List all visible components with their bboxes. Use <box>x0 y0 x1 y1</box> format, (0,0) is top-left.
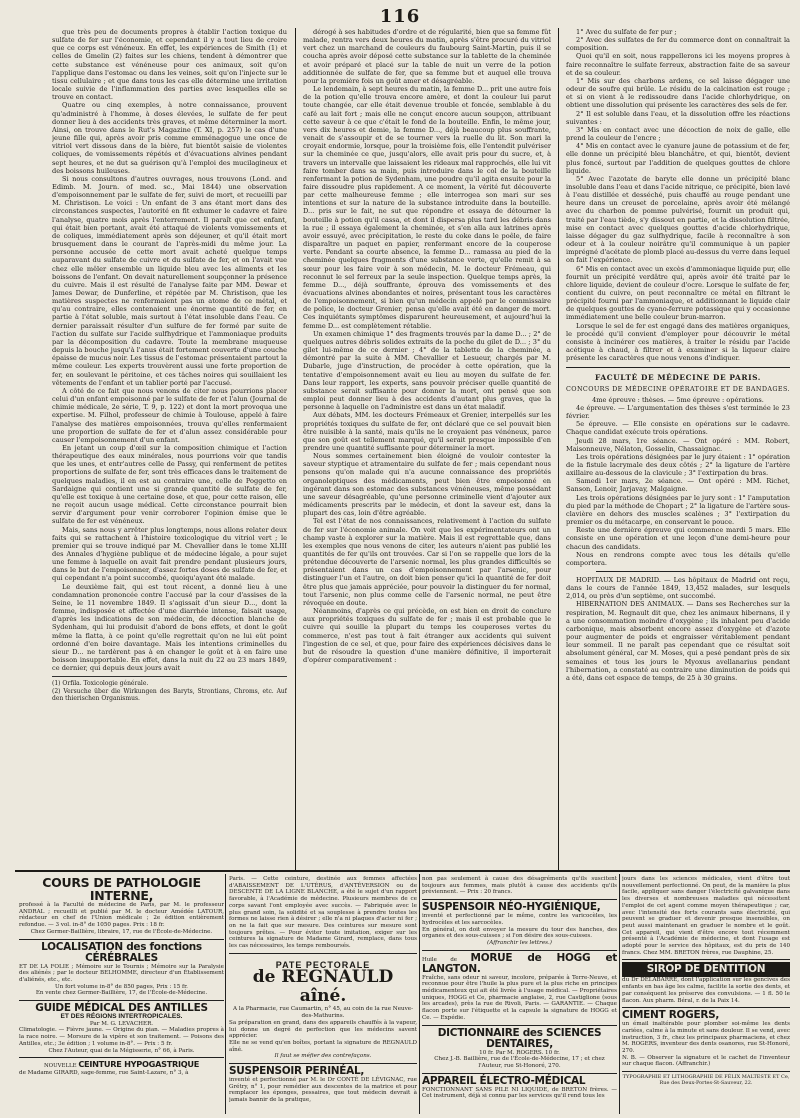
paragraph: Un examen chimique 1° des fragments trouvés par la dame D... ; 2° de quelques autres débris solides extraits de la poche du gilet de D... ; 3° du gilet lui-même de ce dernier ; 4° de la tablette de la cheminée, a démontré par la suite à MM. Chevallier et Lesueur, chargés par M. Dubarle, juge d'instruction, de procéder à cette opération, que la tentative d'empoisonnement avait eu lieu au moyen du sulfate de fer. Dans leur rapport, les experts, sans pouvoir préciser quelle quantité de substance serait suffisante pour donner la mort, ont pensé que son emploi peut donner lieu à des accidents d'autant plus graves, que la personne à laquelle on l'administre est dans un état maladif. <box>303 329 551 412</box>
paragraph: En jetant un coup d'œil sur la composition chimique et l'action thérapeutique des eaux minérales, nous pourrions voir que tandis que les unes, et entr'autres celle de Passy, qui renferment de petites proportions de sulfate de fer, sont très efficaces dans le traitement de quelques maladies, il en est au contraire une, celle de Poggetto en Sardaigne qui contient une si grande quantité de sulfate de fer, qu'elle est toxique à une certaine dose, et que, pour cette raison, elle ne reçoit aucun usage médical. Cette circonstance pourrait bien servir d'argument pour venir corroborer l'opinion émise que le sulfate de fer est vénéneux. <box>52 443 287 526</box>
ad-body: En général, on doit envoyer la mesure du tour des hanches, des organes et des sous-cuisses ; si l'on désire des sous-cuisses. <box>422 926 617 940</box>
ads-column-1 <box>19 874 224 1114</box>
ad-body: Climatologie. — Fièvre jaune. — Origine du pian. — Maladies propres à la race noire. — Morsure de la vipère et son traitement. — Poisons des Antilles, etc.; 3e édition ; 1 volume in-8°. — Prix : 5 fr. <box>19 1027 224 1047</box>
paragraph: 6° Mis en contact avec un excès d'ammoniaque liquide pur, elle fournit un précipité verdâtre qui, après avoir été traité par le chlore liquide, devient de couleur d'ocre. Lorsque le sulfate de fer, contient du cuivre, on peut reconnaître ce métal en filtrant le précipité fourni par l'ammoniaque, et additionnant le liquide clair de quelques gouttes de cyano-ferrure potassique qui y occasionne immédiatement une belle couleur brun-marron. <box>566 264 790 322</box>
ad-author: Par M. G. LEVACHER. <box>89 1020 154 1027</box>
ad-title: APPAREIL ÉLECTRO-MÉDICAL <box>422 1074 586 1087</box>
ad-suspensoir-perineal <box>229 1064 417 1107</box>
ad-title: CIMENT ROGERS, <box>622 1009 720 1022</box>
ad-dictionnaire <box>422 1026 617 1074</box>
ad-body: inventé et perfectionné par M. le Dr CONTÉ DE LÉVIGNAC, rue Grétry, n° 1, pour remédier aux descentes de la matrice et pour remplacer les éponges, pessaires, que tout médecin devrait à jamais bannir de la pratique, <box>229 1077 417 1104</box>
advertisements <box>15 874 790 1114</box>
paragraph: 4e épreuve. — L'argumentation des thèses s'est terminée le 23 février. <box>566 403 790 421</box>
ad-title: CEINTURE HYPOGASTRIQUE <box>78 1059 200 1070</box>
ad-localisation <box>19 940 224 1002</box>
paragraph: Lorsque le sel de fer est engagé dans des matières organiques, le procédé qu'il convient d'employer pour découvrir le métal consiste à incinérer ces matières, à traiter le résidu par l'acide acétique à chaud, à filtrer et à examiner si la liqueur claire présente les caractères que nous venons d'indiquer. <box>566 321 790 363</box>
ad-title: SIROP DE DENTITION <box>622 962 790 977</box>
paragraph: Tel est l'état de nos connaissances, relativement à l'action du sulfate de fer sur l'économie animale. On voit que les expérimentateurs ont un champ vaste à explorer sur la matière. Mais il est regrettable que, dans les exemples que nous venons de citer, les auteurs n'aient pas publié les quantités de fer qu'ils ont trouvées. Car si l'on se rappelle que lors de la prétendue découverte de l'arsenic normal, les plus grandes difficultés se présentaient dans un cas d'empoisonnement par l'arsenic, pour distinguer l'un et l'autre, on doit bien penser qu'ici la quantité de fer doit être plus que jamais appréciée, pour pouvoir la distinguer du fer normal, tout l'arsenic, non plus comme celle de l'arsenic normal, ne peut être révoquée en doute. <box>303 517 551 607</box>
paragraph: 1° Mis sur des charbons ardens, ce sel laisse dégager une odeur de soufre qui brûle. Le résidu de la calcination est rouge ; et si on vient à le redissoudre dans l'acide chlorhydrique, on obtient une dissolution qui présente les caractères des sels de fer. <box>566 76 790 110</box>
ad-pate-regnauld <box>229 954 417 1064</box>
paragraph: Le deuxième fait, qui est tout récent, a donné lieu à une condamnation prononcée contre l'accusé par la cour d'assises de la Seine, le 11 novembre 1849. Il s'agissait d'un sieur D..., dont la femme, indisposée et affectée d'une diarrhée intense, faisait usage, d'après les indications de son médecin, de décoction blanche de Sydenham, qui lui produisit d'abord de bons effets, et dont le goût même la flatta, à ce point qu'elle regrettait qu'on ne lui eût point ordonné d'en boire davantage. Mais les intentions criminelles du sieur D... ne tardèrent pas à en changer le goût et à en faire une boisson insupportable. En effet, dans la nuit du 22 au 23 mars 1849, ce dernier, qui depuis deux jours avait <box>52 582 287 673</box>
ad-note: (Affranchir les lettres.) <box>487 939 552 946</box>
ad-body: du Dr DELABARRE, dont l'application sur les gencives des enfants en bas âge les calme, facilite la sortie des dents, et par conséquent les préserve des convulsions. — 1 fl. 50 le flacon. Aux pharm. Béral, r. de la Paix 14. <box>622 977 790 1004</box>
ad-body: Il faut se méfier des contrefaçons. <box>274 1053 372 1060</box>
ad-title: SUSPENSOIR PERINÉAL, <box>229 1065 365 1078</box>
paragraph: Les trois opérations désignées par le jury sont : 1° l'amputation du pied par la méthode de Chopart ; 2° la ligature de l'artère sous-clavière en dehors des muscles scalènes ; 3° l'extirpation du premier os du métacarpe, en conservant le pouce. <box>566 493 790 527</box>
paragraph: Nous sommes certainement bien éloigné de vouloir contester la saveur styptique et atramentaire du sulfate de fer ; mais cependant nous pensons qu'on malade qui n'a aucune connaissance des propriétés organoleptiques des médicaments, peut bien être empoisonné en ingérant dans son estomac des substances vénéneuses, même possédant une saveur désagréable, qu'une personne criminelle vient d'ajouter aux médicaments prescrits par le médecin, et dont la saveur est, dans la plupart des cas, loin d'être agréable. <box>303 452 551 518</box>
ad-body: 10 fr. Par M. ROGERS. 10 fr. <box>479 1049 560 1056</box>
ad-title: SUSPENSOIR NÉO-HYGIÉNIQUE, <box>422 901 601 914</box>
ad-body: Chez J.-B. Baillière, rue de l'École-de-Médecine, 17 ; et chez l'Auteur, rue St-Honoré, 270. <box>434 1056 605 1069</box>
section-title: FACULTÉ DE MÉDECINE DE PARIS. <box>595 373 761 383</box>
paragraph: Quatre ou cinq exemples, à notre connaissance, prouvent qu'administré à l'homme, à doses élevées, le sulfate de fer peut donner lieu à des accidents très graves, et même déterminer la mort. Ainsi, on trouve dans le Rut's Magazine (T. XI, p. 257) le cas d'une jeune fille qui, après avoir pris comme emménagogue une once de vitriol vert dissous dans de la bière, fut bientôt saisie de violentes coliques, de vomissements répétés et d'évacuations alvines pendant sept heures, et ne dut sa guérison qu'à l'emploi des mucilagineux et des boissons huileuses. <box>52 101 287 175</box>
column-divider <box>558 28 559 870</box>
ad-body: Chez Germer-Baillière, libraire, 17, rue de l'École-de-Médecine. <box>30 928 213 935</box>
ads-top-rule <box>15 870 790 872</box>
ad-body: Un fort volume in-8° de 850 pages. Prix : 15 fr. <box>55 983 188 990</box>
paragraph: Mais, sans nous y arrêter plus longtemps, nous allons relater deux faits qui se rattachent à l'histoire toxicologique du vitriol vert ; le premier qui se trouve indiqué par M. Chevallier dans le tome XLIII des Annales d'hygiène publique et de médecine légale, a pour sujet une femme à laquelle on avait fait prendre pendant plusieurs jours, dans le but de l'empoisonner, d'assez fortes doses de sulfate de fer, et qui cependant n'a point succombé, quoiqu'ayant été malade. <box>52 525 287 583</box>
paragraph: 5° Avec l'azotate de baryte elle donne un précipité blanc insoluble dans l'eau et dans l'acide nitrique, ce précipité, bien lavé à l'eau distillée et desséché, puis chauffé au rouge pendant une heure dans un creuset de porcelaine, après avoir été mélangé avec du charbon de pomme pulvérisé, fournit un produit qui, traité par l'eau tiède, s'y dissout en partie, et la dissolution filtrée, mise en contact avec quelques gouttes d'acide chlorhydrique, laisse dégager du gaz sulfhydrique, facile à reconnaître à son odeur et à la couleur noirâtre qu'il communique à un papier imprégné d'acétate de plomb placé au-dessus du verre dans lequel on fait l'expérience. <box>566 174 790 265</box>
ad-body: Elle ne se vend qu'en boîtes, portant la signature de REGNAULD aîné. <box>229 1039 417 1053</box>
paragraph: Les trois opérations désignées par le jury étaient : 1° opération de la fistule lacrymale des deux côtés ; 2° la ligature de l'artère axillaire au-dessous de la clavicule ; 3° l'extirpation du bras. <box>566 452 790 478</box>
paragraph: Reste une dernière épreuve qui commence mardi 5 mars. Elle consiste en une opération et une leçon d'une demi-heure pour chacun des candidats. <box>566 526 790 551</box>
imprint <box>622 1072 790 1089</box>
column-3 <box>566 28 790 870</box>
ad-body: Chez l'Auteur, quai de la Mégisserie, n° 66, à Paris. <box>48 1047 195 1054</box>
ad-body: Paris. — Cette ceinture, destinée aux femmes affectées d'ABAISSEMENT DE L'UTÉRUS, d'ANTÉVERSION ou de DESCENTE DE LA LIGNE BLANCHE, a été le sujet d'un rapport favorable, à l'Académie de médecine. Plusieurs membres de ce corps savant l'ont employée avec succès. — Fabriquée avec le plus grand soin, la solidité et sa souplesse à prendre toutes les formes ne laisse rien à désirer ; elle n'a ni plaques d'acier ni fer ; on ne la fait que sur mesure. Des ceintures sur mesure sont toujours prêtes. — Pour éviter toute imitation, exiger sur les ceintures la signature de Madame Girard, remplace, dans tous les cas nécessaires, les temps remboursés. <box>229 876 417 950</box>
ad-morue <box>422 951 617 1026</box>
ads-column-3 <box>422 874 617 1114</box>
ads-column-4 <box>622 874 790 1114</box>
ad-body: Fraîche, sans odeur ni saveur, incolore, préparée à Terre-Neuve, et reconnue pour être l'huile la plus pure et la plus riche en principes médicamenteux qui ait été livrée à l'usage médical. — Propriétaires uniques, HOGG et Ce, pharmacie anglaise, 2, rue Castiglione (sous les arcades), près la rue de Rivoli, Paris. — GARANTIE. — Chaque flacon porte sur l'étiquette et la capsule la signature de HOGG et Ce. — Expédie. <box>422 974 617 1021</box>
ad-title: de REGNAULD aîné. <box>252 967 394 1007</box>
paragraph: Si nous consultons d'autres ouvrages, nous trouvons (Lond. and Edimb. M. Journ. of med. sc., Mai 1844) une observation d'empoisonnement par le sulfate de fer, suivi de mort, et recueilli par M. Christison. Le voici : Un enfant de 3 ans étant mort dans des circonstances suspectes, l'autorité en fit exhumer le cadavre et faire l'analyse, quatre mois après l'enterrement. Il paraît que cet enfant, qui était bien portant, avait été attaqué de violents vomissements et de coliques, immédiatement après son déjeuner, et qu'il était mort brusquement dans le courant de l'après-midi du même jour. La personne accusée de cette mort avait acheté quelque temps auparavant du sulfate de cuivre et du sulfate de fer, et on l'avait vue chez elle mêler ensemble un liquide bleu avec les aliments et les boissons de l'enfant. On devait naturellement soupçonner la présence du cuivre. Mais il est résulté de l'analyse faite par MM. Dewar et James Dewar, de Dunferline, et répétée par M. Christison, que les matières suspectes ne renfermaient pas un atome de ce métal, et qu'au contraire, elles contenaient une énorme quantité de fer, en partie à l'état soluble, mais surtout à l'état insoluble dans l'eau. Ce dernier paraissait résulter d'un sulfure de fer formé par suite de l'action du sulfate sur l'acide sulfhydrique et l'ammoniaque produits par la décomposition du cadavre. Toute la membrane muqueuse depuis la bouche jusqu'à l'anus était fortement couverte d'une couche épaisse de mucus noir. Les tissus de l'estomac présentaient partout la même couleur. Les experts trouvèrent aussi une forte proportion de fer, en soulevant le péritoine, et ces tâches noires qui souillaient les vêtements de l'enfant et un tablier porté par l'accusé. <box>52 174 287 387</box>
paragraph: HIBERNATION DES ANIMAUX. — Dans ses Recherches sur la respiration, M. Regnault dit que, chez les animaux hibernans, il y a une consommation moindre d'oxygène ; ils inhalent peu d'acide carbonique, mais absorbent encore assez d'oxygène et d'azote pour augmenter de poids et engraisser véritablement pendant leur sommeil. Il ne paraît pas cependant que ce résultat soit absolument général, car M. Moses, qui a pesé pendant près de six semaines et tous les jours le Myoxus avellanarius pendant l'hibernation, a constaté au contraire une diminution de poids qui a été, dans cet espace de temps, de 25 à 30 grains. <box>566 600 790 682</box>
ad-ceinture <box>19 1058 224 1079</box>
column-2 <box>303 28 551 870</box>
ad-body: de Madame GIRARD, sage-femme, rue Saint-Lazare, n° 3, à <box>19 1069 189 1076</box>
paragraph: Le lendemain, à sept heures du matin, la femme D... prit une autre fois de la potion qu'elle trouva encore amère, et dont la couleur lui parut toute changée, car elle était devenue trouble et foncée, semblable à du café au lait fort ; mais elle ne conçut encore aucun soupçon, attribuant cette saveur à ce que c'était le fond de la bouteille. Enfin, le même jour, vers dix heures et demie, la femme D..., déjà beaucoup plus souffrante, venait de s'assoupir et de se tourner vers la ruelle du lit. Son mari la croyait endormie, lorsque, pour la troisième fois, elle l'entendit pulvériser sur la cheminée ce que, jusqu'alors, elle avait pris pour du sucre, et, à travers un intervalle que laissaient les rideaux mal rapprochés, elle lui vit faire tomber dans sa main, puis introduire dans le col de la bouteille renfermant la potion de Sydenham, une poudre qu'il agita ensuite pour la faire dissoudre plus rapidement. A ce moment, la vérité fut découverte par cette malheureuse femme ; elle interrogea son mari sur ses intentions et sur la nature de la substance introduite dans la bouteille. D... pris sur le fait, ne sut que répondre et essaya de détourner la bouteille à potion qu'il cassa, et dont il dispersa plus tard les débris dans la rue ; il essaya également la cheminée, et s'en alla aux latrines après avoir essuyé, avec précipitation, le reste du coke dans le poêle, de faire disparaître un paquet en papier, renfermant encore de la couperose verte. Pendant sa courte absence, la femme D... ramassa au pied de la cheminée quelques fragments d'une substance verte, qu'elle remit à sa sœur pour les faire voir à son médecin, M. le docteur Frémeau, qui reconnut le sel ferreux par la seule inspection. Quelque temps après, la femme D..., déjà souffrante, éprouva des vomissements et des évacuations alvines abondantes et noires, présentant tous les caractères de l'empoisonnement, si bien qu'un médecin appelé par le commissaire de police, le docteur Grenier, pensa qu'elle avait été en danger de mort. Ces inquiétants symptômes disparurent heureusement, et aujourd'hui la femme D... est complètement rétablie. <box>303 85 551 330</box>
paragraph: 2° Il est soluble dans l'eau, et la dissolution offre les réactions suivantes : <box>566 109 790 126</box>
ads-column-2 <box>229 874 417 1114</box>
ad-body: N. B. — Observer la signature et le cachet de l'inventeur sur chaque flacon. (Affranchir.) <box>622 1054 790 1068</box>
paragraph: Aux débats, MM. les docteurs Frémeaux et Grenier, interpellés sur les propriétés toxiques du sulfate de fer, ont déclaré que ce sel pouvait bien être nuisible à la santé, mais qu'ils ne le croyaient pas vénéneux, parce que son goût est tellement marqué, qu'il serait presque impossible d'en prendre une quantité suffisante pour déterminer la mort. <box>303 411 551 452</box>
ad-body: FONCTIONNANT SANS PILE NI LIQUIDE, de BRETON frères. — Cet instrument, déjà si connu par les services qu'il rend tous les <box>422 1086 617 1100</box>
ad-sirop <box>622 960 790 1008</box>
ad-guide-antilles <box>19 1001 224 1058</box>
ad-prefix: NOUVELLE <box>43 1063 77 1070</box>
ad-body: Sa préparation en grand, dans des appareils chauffés à la vapeur, lui donne un degré de perfection que les médecins savent apprécier. <box>229 1019 417 1040</box>
ad-title: DICTIONNAIRE des SCIENCES DENTAIRES, <box>437 1026 602 1050</box>
ad-body: ET DE LA FOLIE ; Mémoire sur le Tournis ; Mémoire sur la Paralysie des aliénés ; par le docteur BELHOMME, directeur d'un Établissement d'aliénés, etc., etc. <box>19 963 224 983</box>
footnote: (1) Orfila. Toxicologie générale. <box>52 680 149 688</box>
ad-suspensoir-cont <box>422 874 617 900</box>
paragraph: 2° Avec des sulfates de fer du commerce dont on connaîtrait la composition. <box>566 36 790 53</box>
paragraph: Samedi 1er mars, 2e séance. — Ont opéré : MM. Richet, Sanson, Lenoir, Jarjavay, Malgaigne. <box>566 477 790 494</box>
paragraph: Quoi qu'il en soit, nous rappellerons ici les moyens propres à faire reconnaître le sulfate ferreux, abstraction faite de sa saveur et de sa couleur. <box>566 52 790 77</box>
section-subtitle: CONCOURS DE MÉDECINE OPÉRATOIRE ET DE BANDAGES. <box>566 384 790 393</box>
ad-pathologie <box>19 874 224 940</box>
ad-ciment <box>622 1008 790 1072</box>
ad-title: MORUE de HOGG et LANGTON. <box>422 951 617 975</box>
paragraph: dérogé à ses habitudes d'ordre et de régularité, bien que sa femme fût malade, rentra vers deux heures du matin, après s'être procuré du vitriol vert chez un marchand de couleurs du faubourg Saint-Martin, puis il se coucha après avoir déposé cette substance sur la tablette de la cheminée et avoir préparé et placé sur la table de nuit un verre de la potion additionnée de sulfate de fer, que sa femme but et auquel elle trouva pour la première fois un goût amer et désagréable. <box>303 28 551 85</box>
paragraph: 3° Mis en contact avec une décoction de noix de galle, elle prend la couleur de l'encre ; <box>566 125 790 143</box>
paragraph: 5e épreuve. — Elle consiste en opérations sur le cadavre. Chaque candidat exécute trois opérations. <box>566 420 790 437</box>
ad-title: GUIDE MÉDICAL DES ANTILLES <box>35 1002 208 1015</box>
page-number: 116 <box>379 6 421 27</box>
column-1 <box>52 28 287 868</box>
ad-electro-cont <box>622 874 790 960</box>
separator <box>596 571 760 572</box>
ad-prefix: Huile de <box>422 956 457 963</box>
paragraph: 4° Mis en contact avec le cyanure jaune de potassium et de fer, elle donne un précipité bleu blanchâtre, et qui, bientôt, devient plus foncé, surtout par l'addition de quelques gouttes de chlore liquide. <box>566 142 790 175</box>
ad-body: jours dans les sciences médicales, vient d'être tout nouvellement perfectionné. On peut, de la manière la plus facile, appliquer sans danger l'électricité galvanique dans les diverses et nombreuses maladies qui nécessitent l'emploi de cet agent comme moyen thérapeutique ; car, avec l'intensité des forts courants sans électricité, qui peuvent se graduer et devenir presque insensibles, on peut aussi maintenant en graduer le nombre et le goût. Cet appareil, qui vient d'être encore tout récemment présenté à l'Académie de médecine, et dont l'usage est adopté pour le service des hôpitaux, est du prix de 140 francs. Chez MM. BRETON frères, rue Dauphine, 25. <box>622 876 790 956</box>
ad-title: COURS DE PATHOLOGIE INTERNE, <box>42 875 201 903</box>
ad-electro <box>422 1074 617 1103</box>
ad-body: A la Pharmacie, rue Caumartin, n° 45, au coin de la rue Neuve-des-Mathurins. <box>233 1006 413 1020</box>
ad-body: un émail inaltérable pour plomber soi-même les dents cariées, calme à la minute et sans douleur. Il se vend, avec instruction, 3 fr., chez les principaux pharmaciens, et chez M. ROGERS, inventeur des dents osanores, rue St-Honoré, 270. <box>622 1021 790 1055</box>
ad-subtitle: ET DES RÉGIONS INTERTROPICALES. <box>60 1013 183 1021</box>
ad-body: En vente chez Germer-Baillière, 17, de l'École-de-Médecine. <box>35 990 208 997</box>
footnote: (2) Versuche über die Wirkungen des Baryts, Strontians, Chroms, etc. Auf den thierischen Organismus. <box>52 687 287 703</box>
paragraph: 1° Avec du sulfate de fer pur ; <box>576 28 677 36</box>
footnotes <box>52 676 287 702</box>
paragraph: Néanmoins, d'après ce qui précède, on est bien en droit de conclure aux propriétés toxiques du sulfate de fer ; mais il est probable que le cuivre qui souille la plupart du temps les couperoses vertes du commerce, n'est pas tout à fait étranger aux accidents qui suivent l'ingestion de ce sel, et que, pour faire des expériences décisives dans le but de résoudre la question d'une manière définitive, il importerait d'opérer comparativement : <box>303 607 551 665</box>
paragraph: HOPITAUX DE MADRID. — Les hôpitaux de Madrid ont reçu, dans le cours de l'année 1849, 13,452 malades, sur lesquels 2,014, ou près d'un septième, ont succombé. <box>566 576 790 601</box>
ad-title: LOCALISATION des fonctions CÉRÉBRALES <box>41 940 202 964</box>
ad-body: professé à la Faculté de médecine de Paris, par M. le professeur ANDRAL ; recueilli et publié par M. le docteur Amédée LATOUR, rédacteur en chef de l'Union médicale ; 2e édition entièrement refondue. — 3 vol. in-8° de 1050 pages. Prix : 18 fr. <box>19 902 224 929</box>
paragraph: que très peu de documents propres à établir l'action toxique du sulfate de fer sur l'économie, et cependant il y a tout lieu de croire que ce corps est vénéneux. En effet, les expériences de Smith (1) et celles de Gmelin (2) faites sur les chiens, tendent à démontrer que cette substance est vénéneuse pour ces animaux, soit qu'on l'applique dans l'estomac ou dans les veines, soit qu'on l'injecte sur le tissu cellulaire ; et que dans tous les cas elle détermine une irritation locale suivie de l'inflammation des parties avec lesquelles elle se trouve en contact. <box>52 28 287 102</box>
section-rule <box>566 367 790 368</box>
paragraph: Nous en rendrons compte avec tous les détails qu'elle comportera. <box>566 550 790 567</box>
paragraph: A côté de ce fait que nous venons de citer nous pourrions placer celui d'un enfant empoisonné par le sulfate de fer et l'alun (Journal de chimie médicale, 2e série, T. 9, p. 122) et dont la mort provoqua une expertise. M. Filhol, professeur de chimie à Toulouse, appelé à faire l'analyse des matières empoisonnées, trouva qu'elles renfermaient une proportion de sulfate de fer et d'alun assez considérable pour causer l'empoisonnement d'un enfant. <box>52 386 287 444</box>
ad-body: inventé et perfectionné par le même, contre les varicocèles, les hydrocèles et les sarcocèles. <box>422 913 617 926</box>
ad-ceinture-cont <box>229 874 417 954</box>
ad-body: non pas seulement à cause des désagréments qu'ils suscitent toujours aux femmes, mais plutôt à cause des accidents qu'ils préviennent. — Prix : 20 francs. <box>422 876 617 896</box>
paragraph: Jeudi 28 mars, 1re séance. — Ont opéré : MM. Robert, Maisonneuve, Nélaton, Gosselin, Chassaignac. <box>566 436 790 453</box>
imprint-text: TYPOGRAPHIE ET LITHOGRAPHIE DE FÉLIX MALTESTE ET Ce, Rue des Deux-Portes-St-Sauveur, 22. <box>622 1074 790 1087</box>
ad-title: PATE PECTORALE <box>275 959 371 970</box>
paragraph: 4me épreuve : thèses. — 5me épreuve : opérations. <box>592 395 764 404</box>
column-divider <box>295 28 296 870</box>
ad-suspensoir-neo <box>422 900 617 951</box>
